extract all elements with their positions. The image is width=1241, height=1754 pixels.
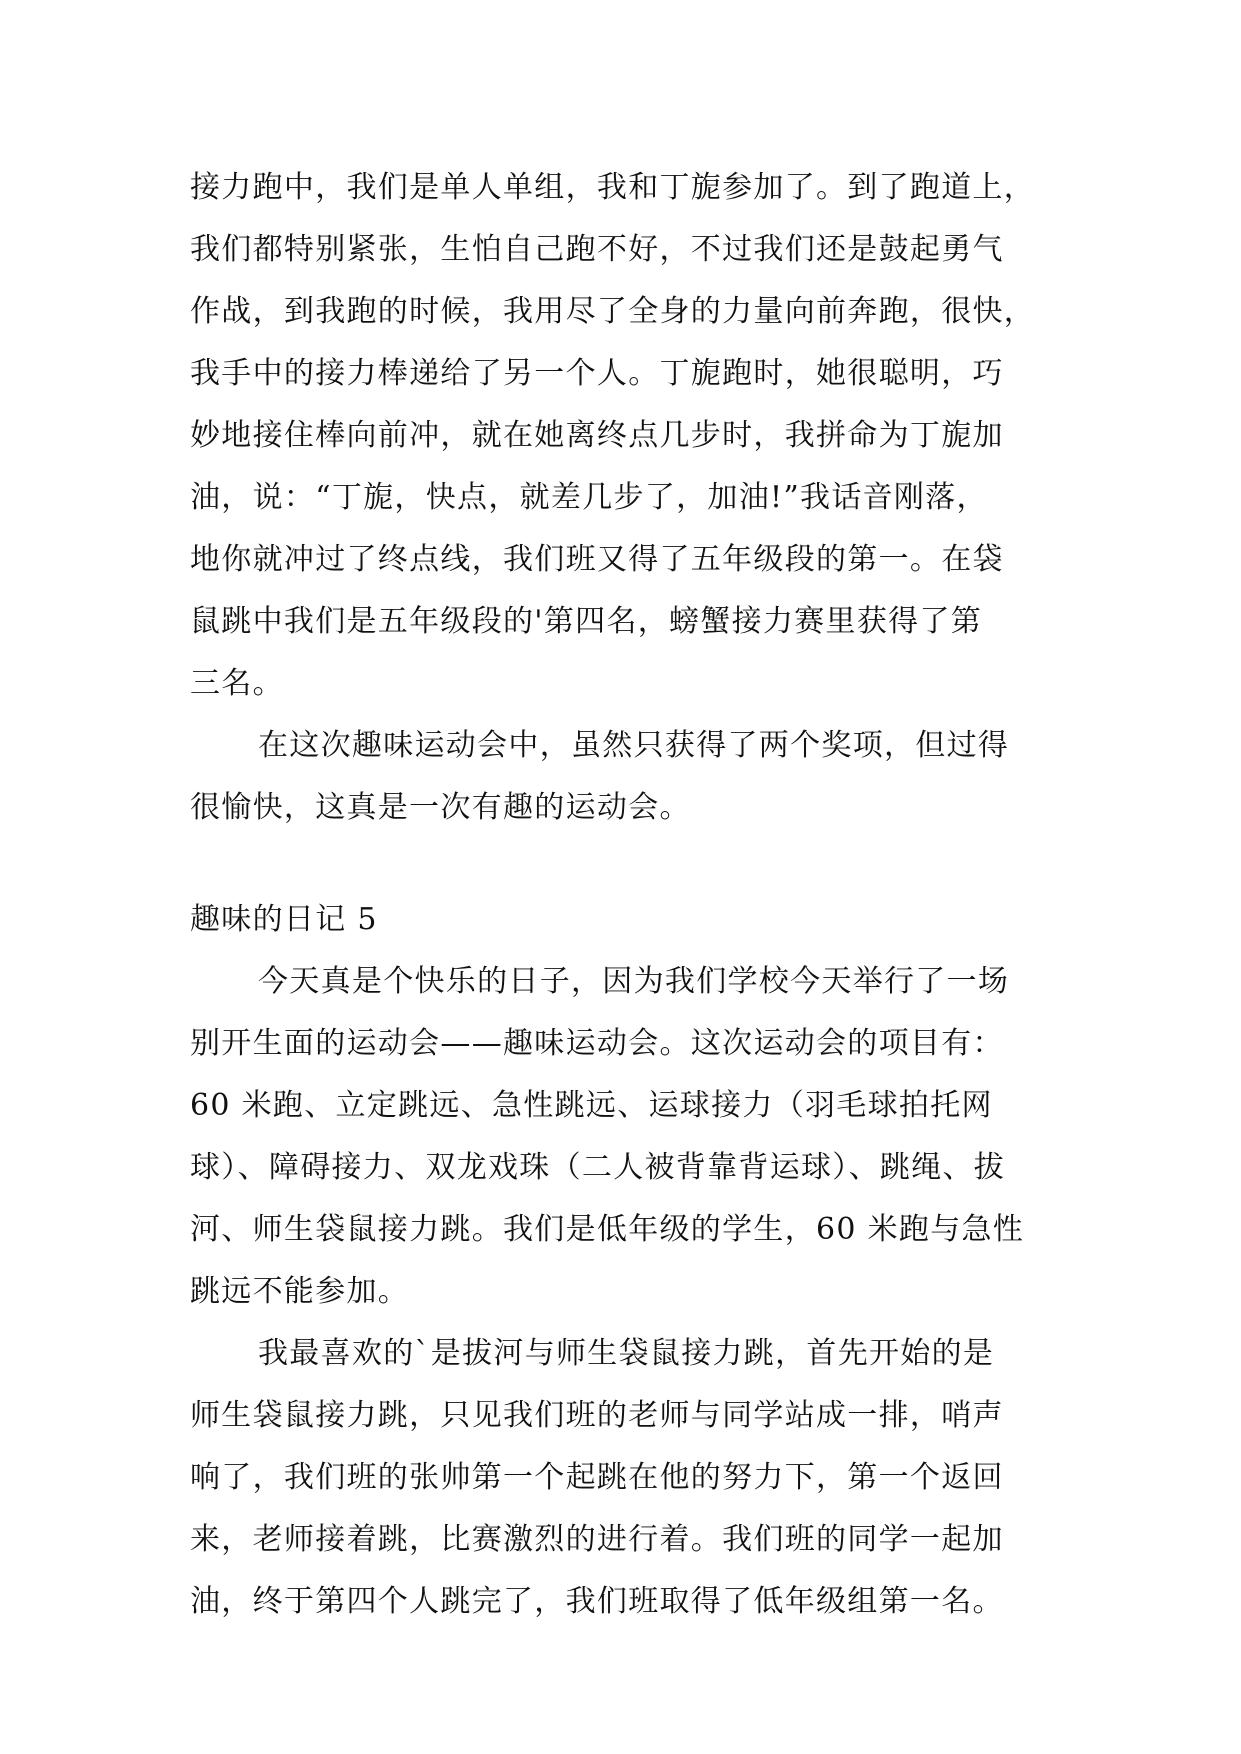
paragraph-line: 师生袋鼠接力跳，只见我们班的老师与同学站成一排，哨声: [190, 1398, 1004, 1433]
paragraph-line: 我手中的接力棒递给了另一个人。丁旎跑时，她很聪明，巧: [190, 356, 1004, 391]
paragraph-line: 在这次趣味运动会中，虽然只获得了两个奖项，但过得: [258, 728, 1010, 763]
paragraph-line: 鼠跳中我们是五年级段的'第四名，螃蟹接力赛里获得了第: [190, 604, 983, 639]
paragraph-line: 很愉快，这真是一次有趣的运动会。: [190, 790, 691, 825]
paragraph-line: 来，老师接着跳，比赛激烈的进行着。我们班的同学一起加: [190, 1522, 1004, 1557]
paragraph-line: 60 米跑、立定跳远、急性跳远、运球接力（羽毛球拍托网: [190, 1088, 993, 1123]
paragraph-line: 地你就冲过了终点线，我们班又得了五年级段的第一。在袋: [190, 542, 1004, 577]
paragraph-line: 今天真是个快乐的日子，因为我们学校今天举行了一场: [258, 964, 1010, 999]
paragraph-line: 妙地接住棒向前冲，就在她离终点几步时，我拼命为丁旎加: [190, 418, 1004, 453]
paragraph-line: 油，终于第四个人跳完了，我们班取得了低年级组第一名。: [190, 1584, 1004, 1619]
paragraph-line: 三名。: [190, 666, 284, 701]
paragraph-line: 接力跑中，我们是单人单组，我和丁旎参加了。到了跑道上，: [190, 170, 1036, 205]
paragraph-line: 我最喜欢的`是拔河与师生袋鼠接力跳，首先开始的是: [258, 1336, 995, 1371]
section-heading: 趣味的日记 5: [190, 902, 378, 937]
paragraph-line: 河、师生袋鼠接力跳。我们是低年级的学生，60 米跑与急性: [190, 1212, 1025, 1247]
paragraph-line: 别开生面的运动会——趣味运动会。这次运动会的项目有：: [190, 1026, 1004, 1061]
paragraph-line: 作战，到我跑的时候，我用尽了全身的力量向前奔跑，很快，: [190, 294, 1036, 329]
paragraph-line: 响了，我们班的张帅第一个起跳在他的努力下，第一个返回: [190, 1460, 1004, 1495]
paragraph-line: 油，说：“丁旎，快点，就差几步了，加油!”我话音刚落，: [190, 480, 988, 515]
paragraph-line: 跳远不能参加。: [190, 1274, 410, 1309]
paragraph-line: 球）、障碍接力、双龙戏珠（二人被背靠背运球）、跳绳、拔: [190, 1150, 1006, 1185]
paragraph-line: 我们都特别紧张，生怕自己跑不好，不过我们还是鼓起勇气: [190, 232, 1004, 267]
